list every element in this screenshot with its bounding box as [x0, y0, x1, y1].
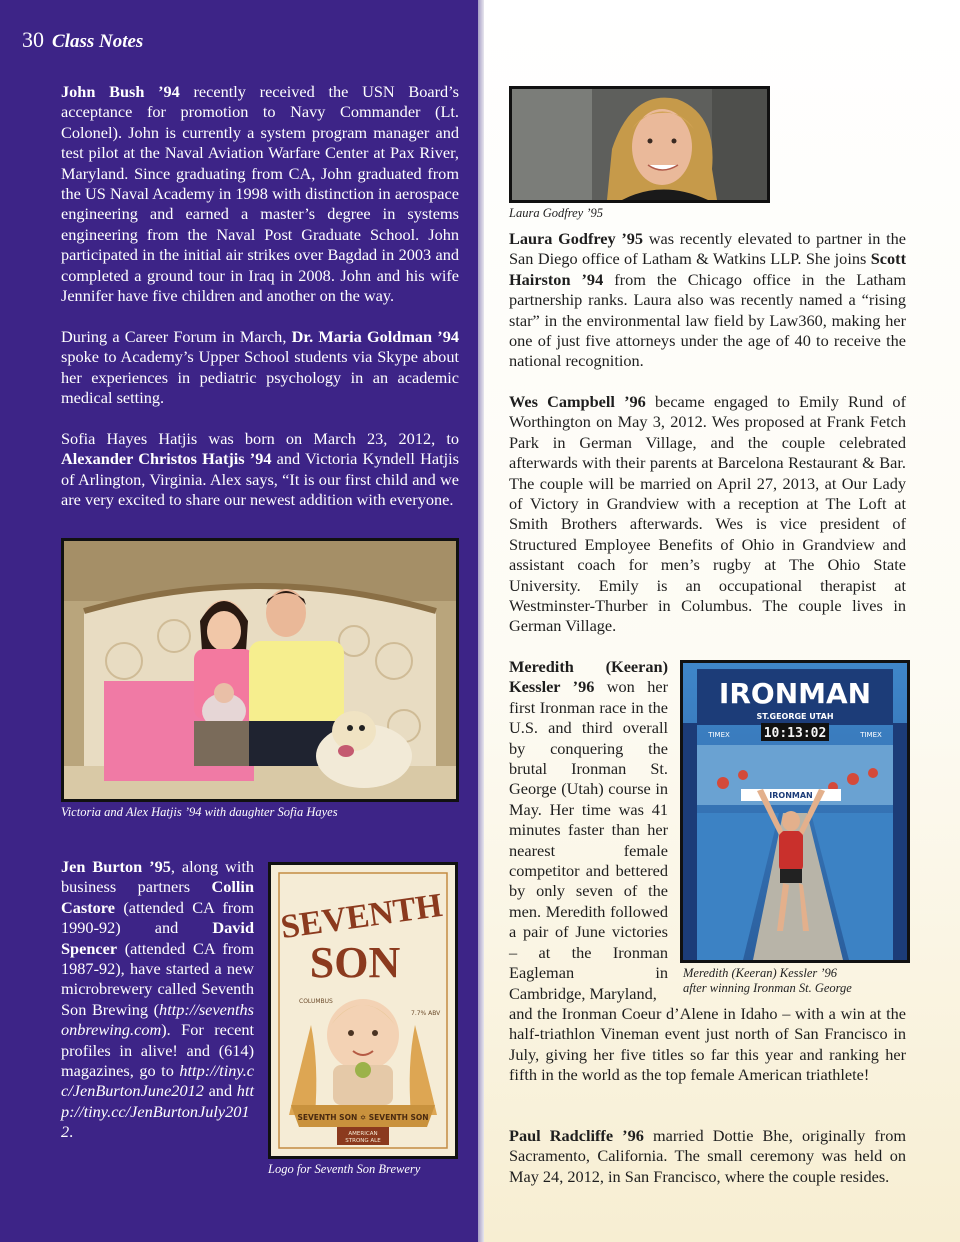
note-john-bush: [61, 82, 459, 306]
note-text: Sofia Hayes Hatjis was born on March 23, 2012, to: [61, 429, 459, 448]
page-number: 30: [22, 27, 44, 52]
note-meredith-kessler: [509, 657, 668, 1004]
name-paul-radcliffe: Paul Radcliffe ’96: [509, 1126, 644, 1145]
note-text: married Dottie Bhe, originally from Sacramento, California. The small ceremony was held on May 24, 2012, in San Francisco, where the couple resides.: [509, 1126, 907, 1186]
name-maria-goldman: Dr. Maria Goldman ’94: [291, 327, 459, 346]
note-text: (attended CA from 1990-92) and: [61, 897, 254, 938]
ironman-finish-photo: [680, 660, 910, 963]
note-meredith-kessler-continued: and the Ironman Coeur d’Alene in Idaho – with a win at the half-triathlon Vineman event just north of San Francisco in July, giving her five titles so far this year and ranking her fifth in the world as the top female American triathlete!: [509, 1004, 906, 1085]
timer-label-left: TIMEX: [708, 731, 730, 739]
name-wes-campbell: Wes Campbell ’96: [509, 392, 646, 411]
godfrey-portrait: [512, 89, 767, 200]
logo-small-left: COLUMBUS: [299, 998, 333, 1005]
name-scott-hairston: Scott Hairston ’94: [509, 249, 906, 289]
note-text: spoke to Academy’s Upper School students via Skype about her experiences in pediatric psychology in an academic medical setting.: [61, 347, 459, 408]
timer-label-right: TIMEX: [860, 731, 882, 739]
seventh-son-logo-art: [271, 865, 455, 1156]
logo-word-seventh: SEVENTH: [278, 886, 445, 947]
name-jen-burton: Jen Burton ’95: [61, 857, 171, 876]
logo-caption: Logo for Seventh Son Brewery: [268, 1162, 421, 1176]
seventh-son-logo: [268, 862, 458, 1159]
finish-tape: IRONMAN: [769, 791, 813, 800]
godfrey-photo-caption: Laura Godfrey ’95: [509, 206, 603, 220]
note-text: won her first Ironman race in the U.S. and third overall by conquering the brutal Ironman St. George (Utah) course in May. Her time was 41 minutes faster than her nearest female competitor and bettered by only seven of the men. Meredith followed a pair of June victories – at the Ironman Eagleman in Cambridge, Maryland,: [509, 677, 668, 1003]
name-collin-castore: Collin Castore: [61, 877, 254, 917]
note-text: and Victoria Kyndell Hatjis of Arlington, Virginia. Alex says, “It is our first child and we are very excited to share our newest addition with everyone.: [61, 449, 459, 510]
note-text: .: [69, 1122, 74, 1142]
logo-banner: SEVENTH SON ✡ SEVENTH SON: [297, 1113, 429, 1122]
name-john-bush: John Bush ’94: [61, 82, 180, 101]
note-jen-burton: [61, 857, 254, 1143]
note-maria-goldman: [61, 327, 459, 409]
logo-sub1: AMERICAN: [348, 1131, 378, 1137]
ironman-photo-caption: Meredith (Keeran) Kessler ’96 after winning Ironman St. George: [683, 966, 852, 995]
link-seventhsonbrewing[interactable]: http://seventhsonbrewing.com: [61, 999, 254, 1040]
laura-godfrey-photo: [509, 86, 770, 203]
note-text: (attended CA from 1987-92), have started a new microbrewery called Seventh Son Brewing (: [61, 938, 254, 1019]
note-laura-godfrey: [509, 229, 906, 372]
note-wes-campbell: [509, 392, 906, 637]
ironman-timer: 10:13:02: [763, 726, 827, 741]
logo-sub2: STRONG ALE: [345, 1138, 381, 1144]
name-alexander-hatjis: Alexander Christos Hatjis ’94: [61, 449, 272, 469]
name-meredith-kessler: Meredith (Keeran) Kessler ’96: [509, 657, 668, 697]
family-photo-caption: Victoria and Alex Hatjis ’94 with daughter Sofia Hayes: [61, 805, 338, 819]
ironman-arch-location: ST.GEORGE UTAH: [756, 712, 834, 721]
note-text: , along with business partners: [61, 857, 255, 897]
note-text: ). For recent profiles in alive! and (614) magazines, go to: [61, 1020, 254, 1081]
logo-small-right: 7.7% ABV: [411, 1010, 441, 1017]
note-text: and: [203, 1081, 237, 1101]
note-text: During a Career Forum in March,: [61, 327, 292, 346]
note-paul-radcliffe: [509, 1126, 906, 1187]
note-text: became engaged to Emily Rund of Worthington on May 3, 2012. Wes proposed at Frank Fetch Park in German Village, and the couple celebrated afterwards with their parents at Barcelona Restaurant & Bar. The couple will be married on April 27, 2013, at Our Lady of Victory in Grandview with a reception at The Loft at Smith Brothers afterwards. Wes is vice president of Structured Employee Benefits of Ohio in Grandview and assistant coach for men’s rugby at The Ohio State University. Emily is an occupational therapist at Westminster-Thurber in Columbus. The couple lives in German Village.: [509, 392, 906, 636]
ironman-finish-illustration: [683, 663, 907, 960]
page-header: [22, 27, 143, 53]
ironman-arch-logo: IRONMAN: [718, 677, 872, 710]
note-text: was recently elevated to partner in the San Diego office of Latham & Watkins LLP. She joins: [509, 229, 906, 269]
note-text: recently received the USN Board’s acceptance for promotion to Navy Commander (Lt. Colonel). John is currently a system program manager and test pilot at the Naval Aviation Warfare Center at Pax River, Maryland. Since graduating from CA, John graduated from the US Naval Academy in 1998 with distinction in aerospace engineering and earned a master’s degree in systems engineering from the Naval Post Graduate School. John participated in the initial air strikes over Bagdad in 2003 and completed a ground tour in Iraq in 2008. John and his wife Jennifer have five children and another on the way.: [61, 82, 459, 306]
logo-word-son: SON: [309, 938, 401, 987]
family-photo-illustration: [64, 541, 456, 799]
link-tiny-cc-june[interactable]: http://tiny.cc/JenBurtonJune2012: [61, 1061, 254, 1101]
name-david-spencer: David Spencer: [61, 918, 254, 958]
note-alexander-hatjis: [61, 429, 459, 511]
hatjis-family-photo: [61, 538, 459, 802]
link-tiny-cc-july[interactable]: http://tiny.cc/JenBurtonJuly2012: [61, 1081, 254, 1142]
section-title: Class Notes: [52, 31, 144, 52]
note-text: from the Chicago office in the Latham partnership ranks. Laura also was recently named a “rising star” in the environmental law field by Law360, making her one of just five attorneys under the age of 40 to receive the national recognition.: [509, 269, 906, 371]
name-laura-godfrey: Laura Godfrey ’95: [509, 229, 644, 248]
